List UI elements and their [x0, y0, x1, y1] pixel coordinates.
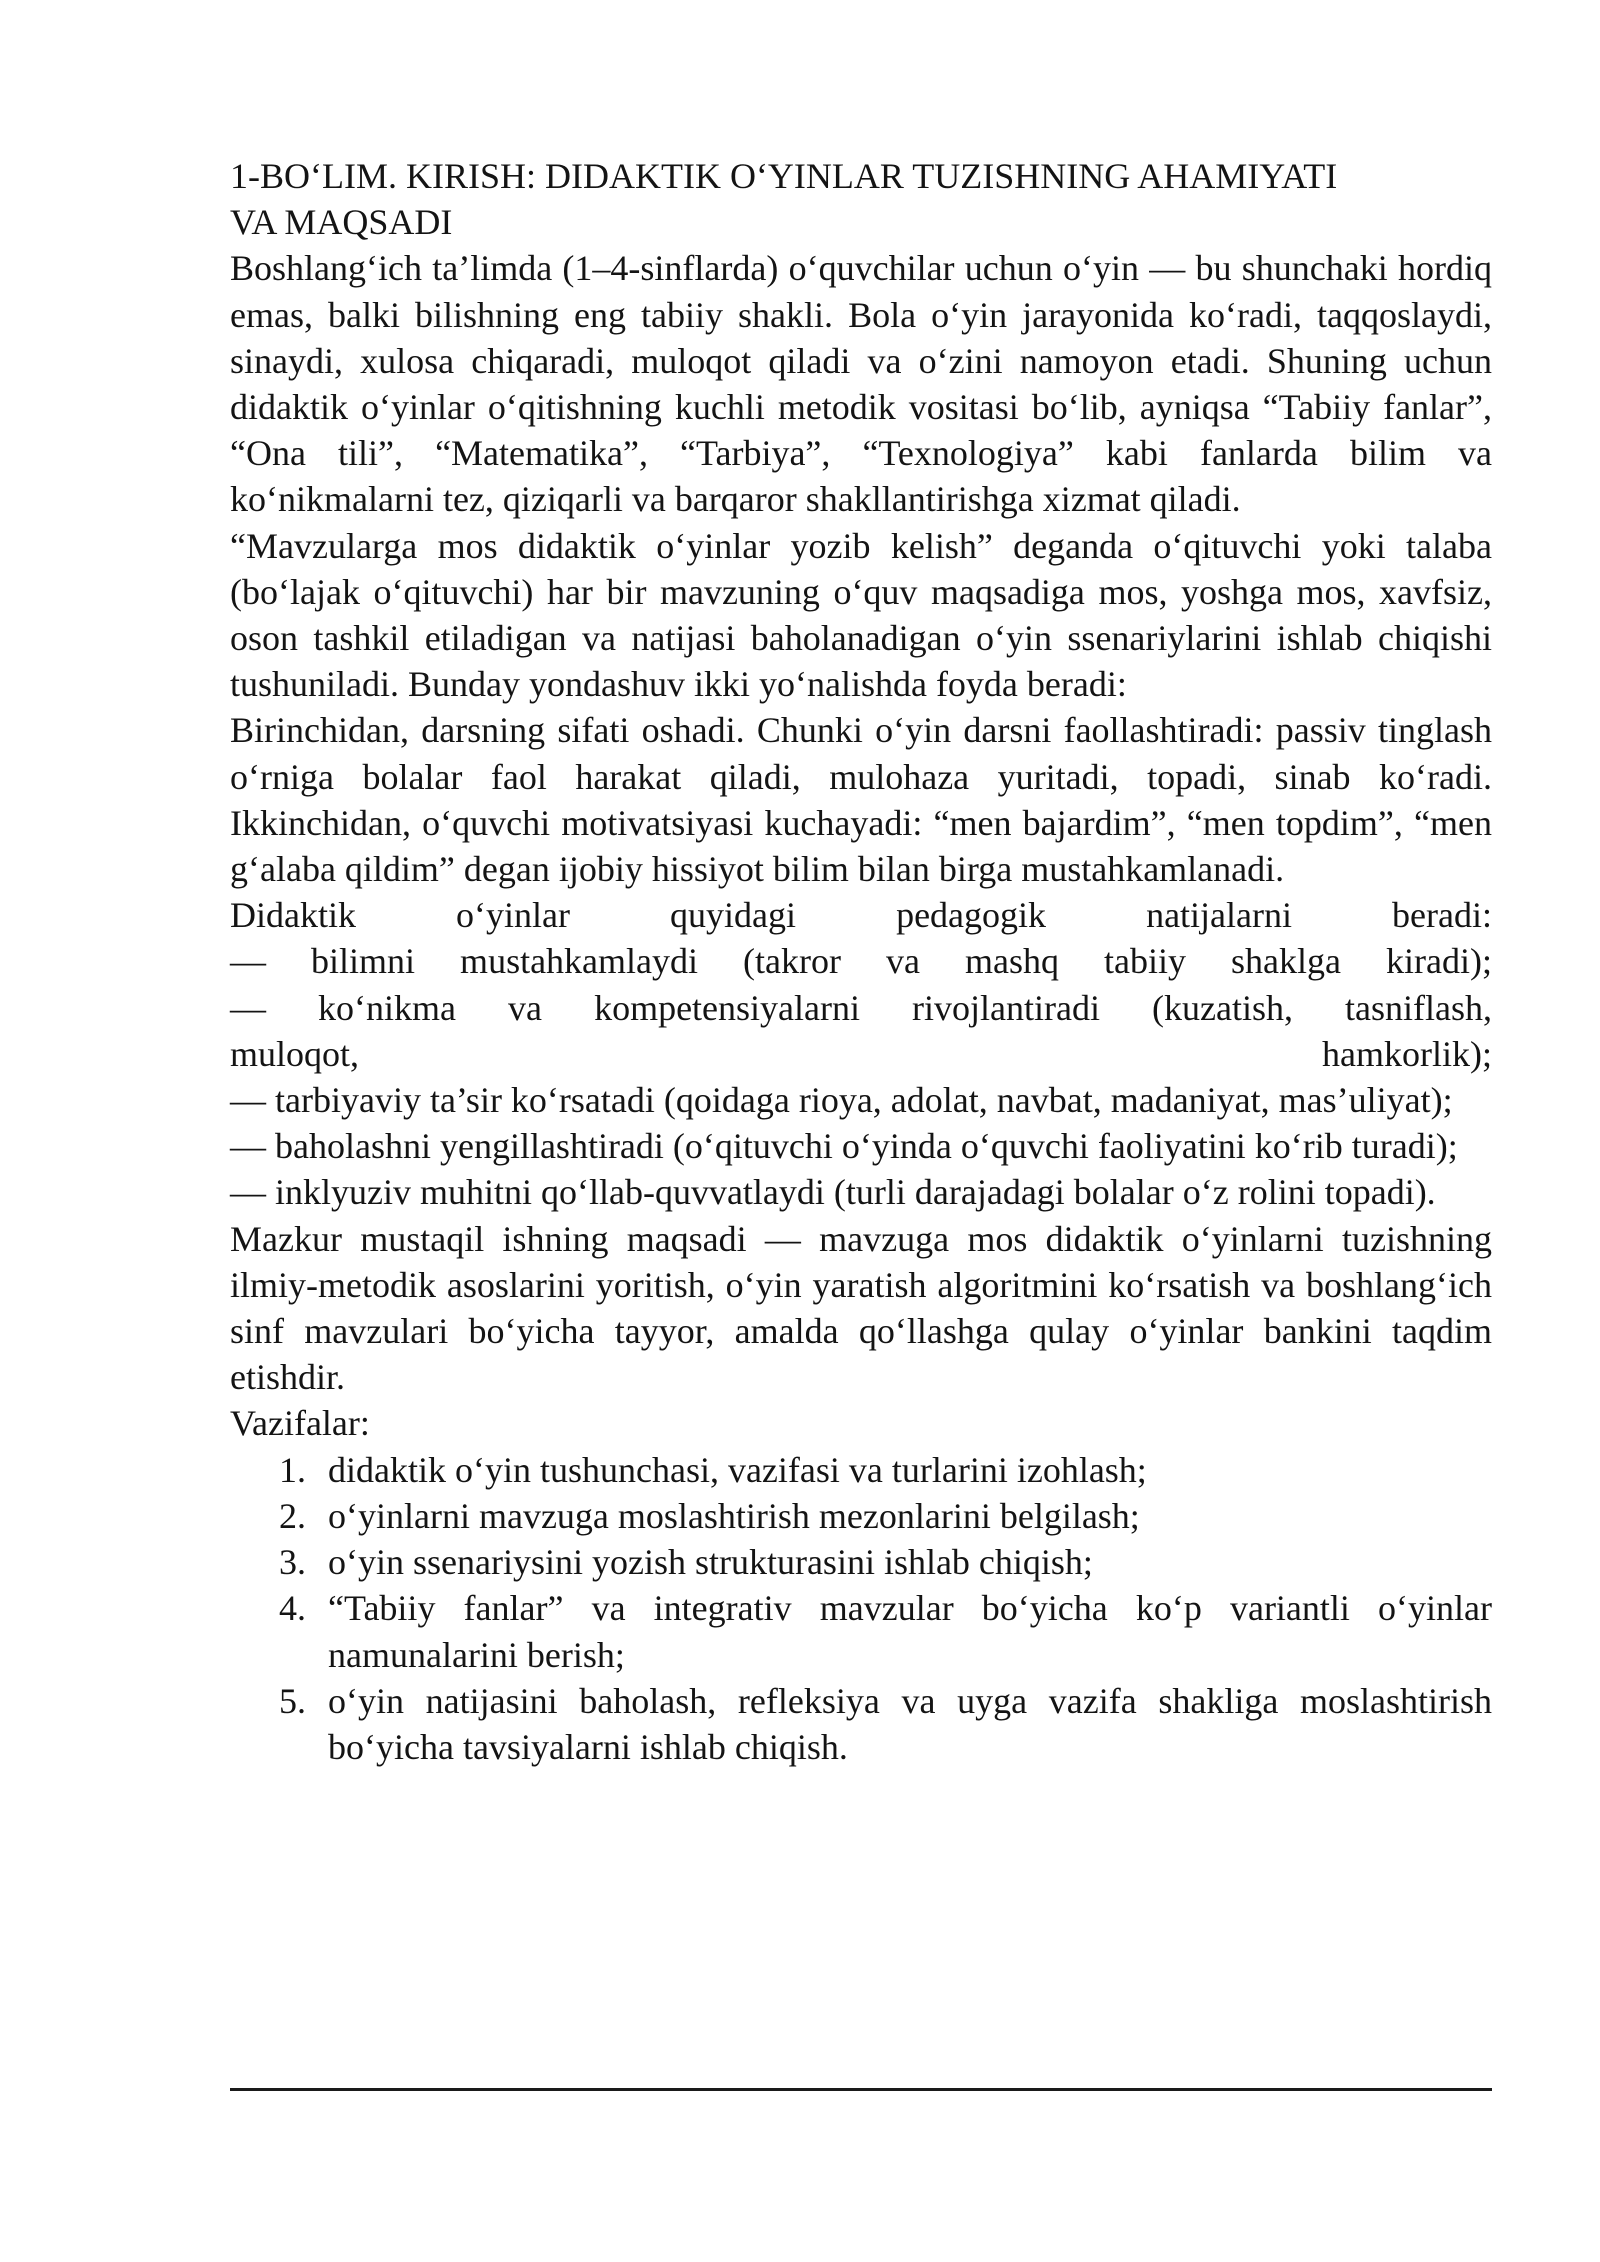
task-item: [230, 1493, 1492, 1539]
benefits-paragraph: Birinchidan, darsning sifati oshadi. Chunki o‘yin darsni faollashtiradi: passiv tinglash o‘rniga bolalar faol harakat qiladi, mulohaza yuritadi, topadi, sinab ko‘radi. Ikkinchidan, o‘quvchi motivatsiyasi kuchayadi: “men bajardim”, “men topdim”, “men g‘alaba qildim” degan ijobiy hissiyot bilim bilan birga mustahkamlanadi.: [230, 710, 1492, 890]
task-item: [230, 1539, 1492, 1585]
definition-paragraph: “Mavzularga mos didaktik o‘yinlar yozib kelish” deganda o‘qituvchi yoki talaba (bo‘lajak o‘qituvchi) har bir mavzuning o‘quv maqsadiga mos, yoshga mos, xavfsiz, oson tashkil etiladigan va natijasi baholanadigan o‘yin ssenariylarini ishlab chiqishi tushuniladi. Bunday yondashuv ikki yo‘nalishda foyda beradi:: [230, 525, 1492, 705]
task-item: [230, 1585, 1492, 1677]
task-text: o‘yinlarni mavzuga moslashtirish mezonlarini belgilash;: [328, 1495, 1140, 1536]
task-number: 2.: [279, 1495, 306, 1536]
section-heading-line: VA MAQSADI: [230, 202, 453, 243]
task-text: o‘yin ssenariysini yozish strukturasini ishlab chiqish;: [328, 1542, 1093, 1583]
tasks-label: Vazifalar:: [230, 1403, 370, 1444]
task-number: 1.: [279, 1449, 306, 1490]
tasks-list: [230, 1447, 1492, 1770]
goal-paragraph: Mazkur mustaqil ishning maqsadi — mavzuga mos didaktik o‘yinlarni tuzishning ilmiy-metodik asoslarini yoritish, o‘yin yaratish algoritmini ko‘rsatish va boshlang‘ich sinf mavzulari bo‘yicha tayyor, amalda qo‘llashga qulay o‘yinlar bankini taqdim etishdir.: [230, 1218, 1492, 1398]
task-number: 4.: [279, 1588, 306, 1629]
task-number: 5.: [279, 1680, 306, 1721]
section-heading: [230, 153, 1492, 245]
outcome-item-continuation: muloqot, hamkorlik);: [230, 1033, 1492, 1074]
section-heading-line: 1-BO‘LIM. KIRISH: DIDAKTIK O‘YINLAR TUZISHNING AHAMIYATI: [230, 156, 1338, 196]
outcome-item: — baholashni yengillashtiradi (o‘qituvchi o‘yinda o‘quvchi faoliyatini ko‘rib turadi);: [230, 1126, 1458, 1167]
task-item: [230, 1678, 1492, 1770]
outcome-item: — bilimni mustahkamlaydi (takror va mashq tabiiy shaklga kiradi);: [230, 941, 1492, 982]
task-text: o‘yin natijasini baholash, refleksiya va uyga vazifa shakliga moslashtirish bo‘yicha tavsiyalarni ishlab chiqish.: [328, 1680, 1492, 1767]
document-page: [230, 153, 1492, 1770]
outcomes-intro: Didaktik o‘yinlar quyidagi pedagogik natijalarni beradi:: [230, 895, 1492, 936]
task-number: 3.: [279, 1542, 306, 1583]
outcome-item: — inklyuziv muhitni qo‘llab-quvvatlaydi (turli darajadagi bolalar o‘z rolini topadi).: [230, 1172, 1436, 1213]
task-item: [230, 1447, 1492, 1493]
outcome-item: — tarbiyaviy ta’sir ko‘rsatadi (qoidaga rioya, adolat, navbat, madaniyat, mas’uliyat);: [230, 1080, 1453, 1121]
outcomes-block: [230, 892, 1492, 1215]
task-text: didaktik o‘yin tushunchasi, vazifasi va turlarini izohlash;: [328, 1449, 1147, 1490]
task-text: “Tabiiy fanlar” va integrativ mavzular bo‘yicha ko‘p variantli o‘yinlar namunalarini berish;: [328, 1588, 1492, 1675]
section-divider: [230, 2088, 1492, 2091]
intro-paragraph: Boshlang‘ich ta’limda (1–4-sinflarda) o‘quvchilar uchun o‘yin — bu shunchaki hordiq emas, balki bilishning eng tabiiy shakli. Bola o‘yin jarayonida ko‘radi, taqqoslaydi, sinaydi, xulosa chiqaradi, muloqot qiladi va o‘zini namoyon etadi. Shuning uchun didaktik o‘yinlar o‘qitishning kuchli metodik vositasi bo‘lib, ayniqsa “Tabiiy fanlar”, “Ona tili”, “Matematika”, “Tarbiya”, “Texnologiya” kabi fanlarda bilim va ko‘nikmalarni tez, qiziqarli va barqaror shakllantirishga xizmat qiladi.: [230, 248, 1492, 520]
outcome-item: — ko‘nikma va kompetensiyalarni rivojlantiradi (kuzatish, tasniflash,: [230, 987, 1492, 1028]
